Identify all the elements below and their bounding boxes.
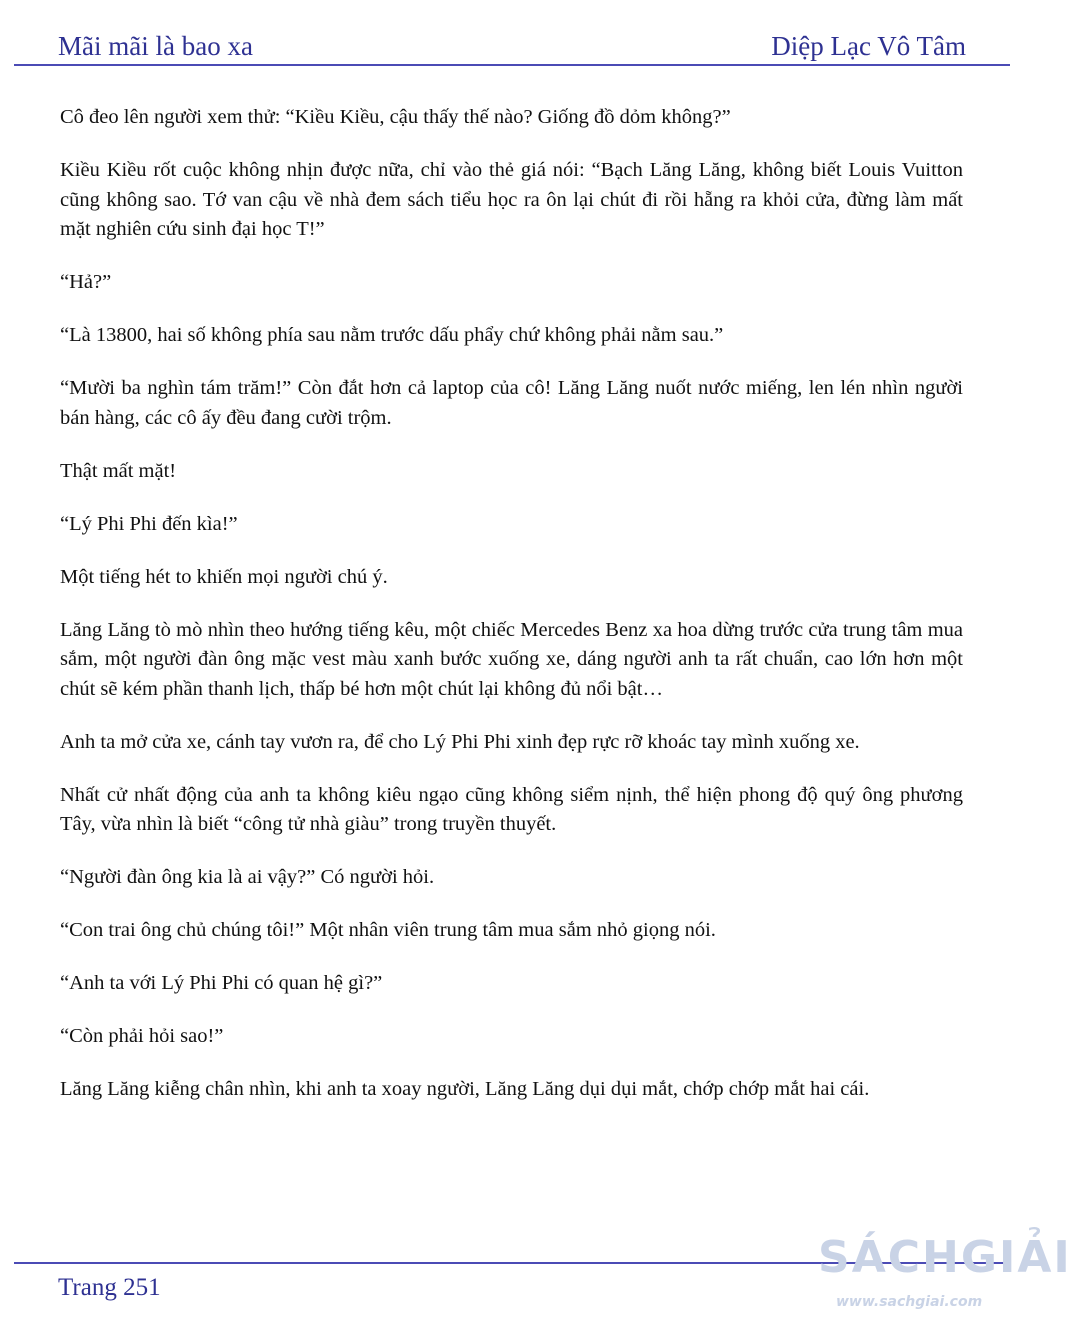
- header-divider: [14, 64, 1010, 66]
- paragraph: Lăng Lăng tò mò nhìn theo hướng tiếng kêu, một chiếc Mercedes Benz xa hoa dừng trước cửa trung tâm mua sắm, một người đàn ông mặc vest màu xanh bước xuống xe, dáng người anh ta rất chuẩn, cao lớn hơn một chút sẽ kém phần thanh lịch, thấp bé hơn một chút lại không đủ nổi bật…: [60, 618, 963, 700]
- paragraph: “Còn phải hỏi sao!”: [60, 1025, 224, 1047]
- paragraph: “Lý Phi Phi đến kìa!”: [60, 512, 238, 535]
- paragraph: “Mười ba nghìn tám trăm!” Còn đắt hơn cả laptop của cô! Lăng Lăng nuốt nước miếng, len lén nhìn người bán hàng, các cô ấy đều đang cười trộm.: [60, 377, 963, 429]
- paragraph: “Người đàn ông kia là ai vậy?” Có người hỏi.: [60, 866, 435, 888]
- author-name: Diệp Lạc Vô Tâm: [771, 31, 966, 61]
- paragraph: “Là 13800, hai số không phía sau nằm trước dấu phẩy chứ không phải nằm sau.”: [60, 324, 724, 346]
- paragraph: Kiều Kiều rốt cuộc không nhịn được nữa, chỉ vào thẻ giá nói: “Bạch Lăng Lăng, không biết Louis Vuitton cũng không sao. Tớ van cậu về nhà đem sách tiểu học ra ôn lại chút đi rồi hẵng ra khỏi cửa, đừng làm mất mặt nghiên cứu sinh đại học T!”: [60, 159, 963, 240]
- page-header: [58, 22, 966, 62]
- paragraph: “Con trai ông chủ chúng tôi!” Một nhân viên trung tâm mua sắm nhỏ giọng nói.: [60, 919, 716, 941]
- paragraph: Lăng Lăng kiễng chân nhìn, khi anh ta xoay người, Lăng Lăng dụi dụi mắt, chớp chớp mắt hai cái.: [60, 1078, 870, 1100]
- page-number: Trang 251: [58, 1274, 161, 1301]
- paragraph: Thật mất mặt!: [60, 459, 177, 482]
- book-title: Mãi mãi là bao xa: [58, 31, 253, 61]
- paragraph: “Hả?”: [60, 271, 112, 293]
- paragraph: “Anh ta với Lý Phi Phi có quan hệ gì?”: [60, 972, 383, 994]
- paragraph: Cô đeo lên người xem thử: “Kiều Kiều, cậu thấy thế nào? Giống đồ dỏm không?”: [60, 106, 731, 128]
- paragraph: Một tiếng hét to khiến mọi người chú ý.: [60, 565, 388, 588]
- watermark-logo: SÁCHGIẢI: [818, 1232, 1072, 1283]
- page-body: [60, 103, 963, 1128]
- watermark: [812, 1222, 1072, 1322]
- paragraph: Anh ta mở cửa xe, cánh tay vươn ra, để cho Lý Phi Phi xinh đẹp rực rỡ khoác tay mình xuống xe.: [60, 730, 860, 753]
- paragraph: Nhất cử nhất động của anh ta không kiêu ngạo cũng không siểm nịnh, thể hiện phong độ quý ông phương Tây, vừa nhìn là biết “công tử nhà giàu” trong truyền thuyết.: [60, 783, 963, 835]
- watermark-url: www.sachgiai.com: [836, 1294, 983, 1310]
